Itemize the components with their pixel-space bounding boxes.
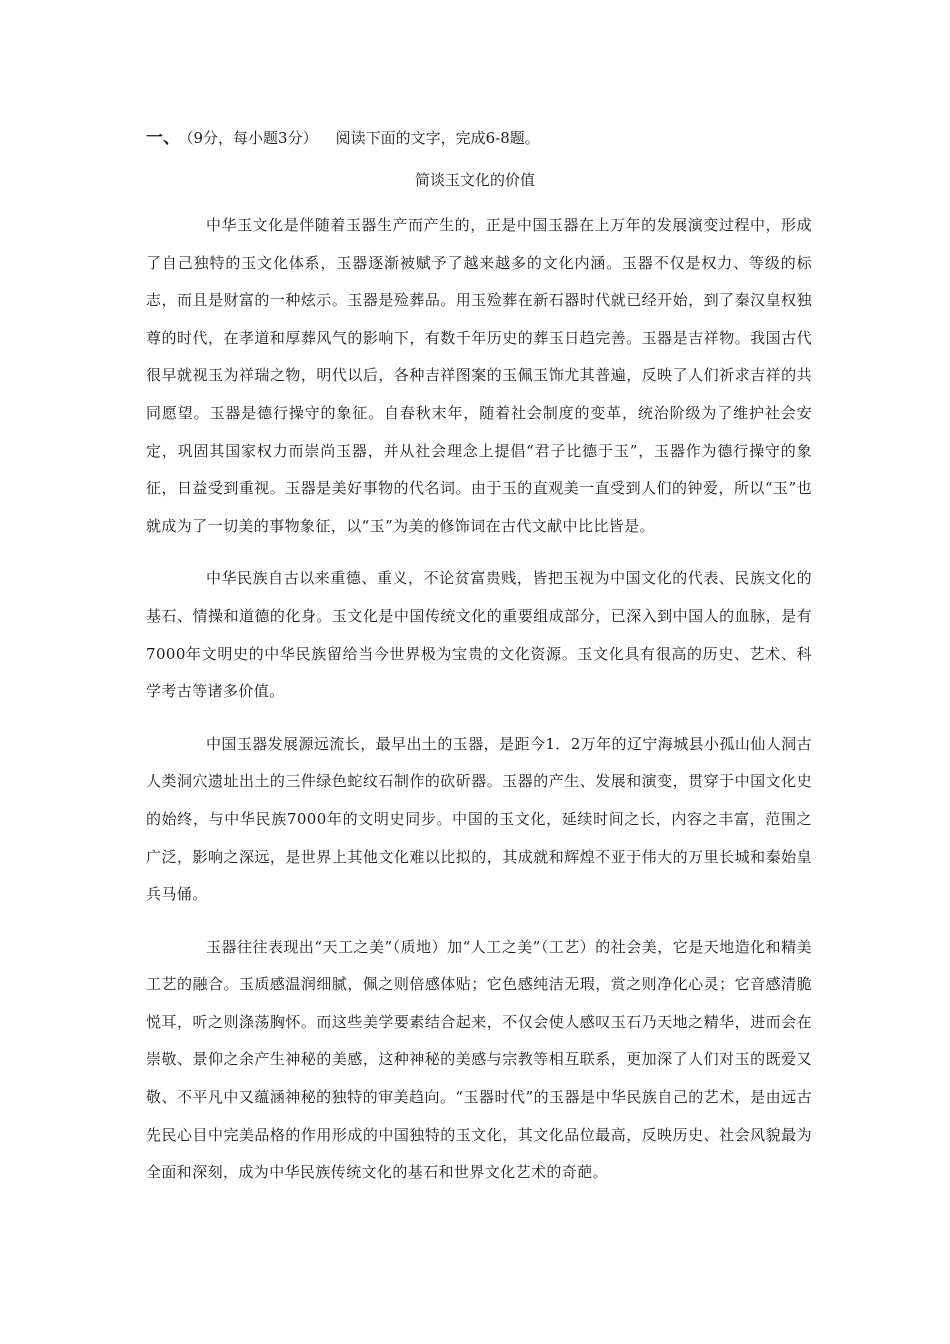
article-title: 简谈玉文化的价值 <box>414 171 535 189</box>
paragraph-2: 中华民族自古以来重德、重义，不论贫富贵贱，皆把玉视为中国文化的代表、民族文化的基石、情操和道德的化身。玉文化是中国传统文化的重要组成部分，已深入到中国人的血脉，是有7000年文明史的中华民族留给当今世界极为宝贵的文化资源。玉文化具有很高的历史、艺术、科学考古等诸多价值。 <box>146 569 812 701</box>
question-number: 一、 <box>146 128 180 148</box>
article-body <box>146 207 812 1207</box>
question-instruction: 阅读下面的文字，完成6-8题。 <box>335 129 540 147</box>
score-note: （9分，每小题3分） <box>186 129 318 147</box>
question-heading <box>146 126 846 150</box>
paragraph-4: 玉器往往表现出“天工之美”（质地）加“人工之美”（工艺）的社会美，它是天地造化和精美工艺的融合。玉质感温润细腻，佩之则倍感体贴；它色感纯洁无瑕，赏之则净化心灵；它音感清脆悦耳，听之则涤荡胸怀。而这些美学要素结合起来，不仅会使人感叹玉石乃天地之精华，进而会在崇敬、景仰之余产生神秘的美感，这种神秘的美感与宗教等相互联系，更加深了人们对玉的既爱又敬、不平凡中又蕴涵神秘的独特的审美趋向。“玉器时代”的玉器是中华民族自己的艺术，是由远古先民心目中完美品格的作用形成的中国独特的玉文化，其文化品位最高，反映历史、社会风貌最为全面和深刻，成为中华民族传统文化的基石和世界文化艺术的奇葩。 <box>146 937 812 1182</box>
paragraph-3: 中国玉器发展源远流长，最早出土的玉器，是距今1．2万年的辽宁海城县小孤山仙人洞古人类洞穴遗址出土的三件绿色蛇纹石制作的砍斫器。玉器的产生、发展和演变，贯穿于中国文化史的始终，与中华民族7000年的文明史同步。中国的玉文化，延续时间之长，内容之丰富，范围之广泛，影响之深远，是世界上其他文化难以比拟的，其成就和辉煌不亚于伟大的万里长城和秦始皇兵马俑。 <box>146 734 812 904</box>
paragraph-1: 中华玉文化是伴随着玉器生产而产生的，正是中国玉器在上万年的发展演变过程中，形成了自己独特的玉文化体系，玉器逐渐被赋予了越来越多的文化内涵。玉器不仅是权力、等级的标志，而且是财富的一种炫示。玉器是殓葬品。用玉殓葬在新石器时代就已经开始，到了秦汉皇权独尊的时代，在孝道和厚葬风气的影响下，有数千年历史的葬玉日趋完善。玉器是吉祥物。我国古代很早就视玉为祥瑞之物，明代以后，各种吉祥图案的玉佩玉饰尤其普遍，反映了人们祈求吉祥的共同愿望。玉器是德行操守的象征。自春秋末年，随着社会制度的变革，统治阶级为了维护社会安定，巩固其国家权力而崇尚玉器，并从社会理念上提倡“君子比德于玉”，玉器作为德行操守的象征，日益受到重视。玉器是美好事物的代名词。由于玉的直观美一直受到人们的钟爱，所以“玉”也就成为了一切美的事物象征，以“玉”为美的修饰词在古代文献中比比皆是。 <box>146 216 812 535</box>
